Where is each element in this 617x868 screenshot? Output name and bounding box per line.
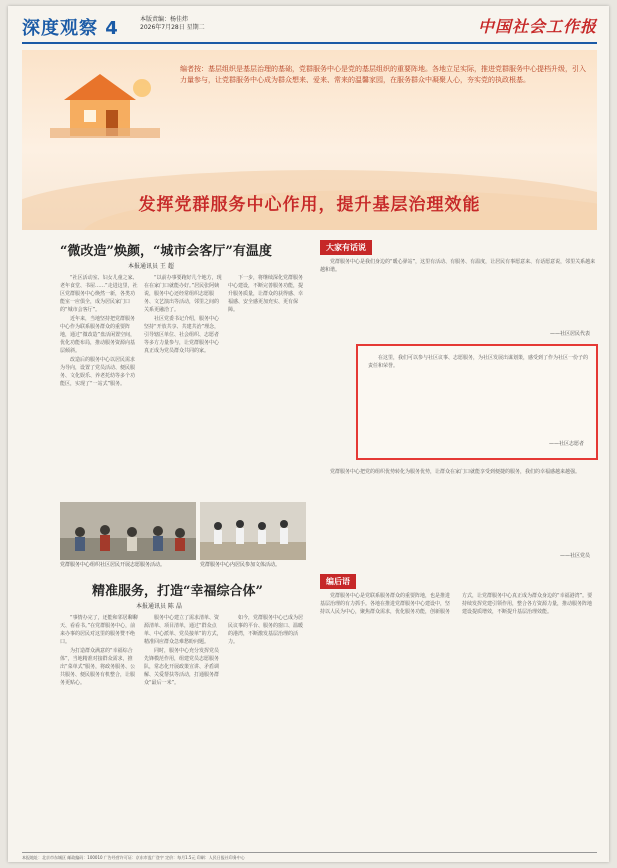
notes-tag: 编后语: [320, 574, 356, 589]
article2-paragraph: 如今，党群服务中心已成为居民议事的平台、服务的窗口、温暖的港湾，不断激发基层治理的活力。: [228, 615, 304, 645]
newspaper-page: [8, 6, 609, 862]
section-name: 深度观察: [22, 18, 98, 39]
article2-paragraph: “事情办完了，还能和邻居聊聊天、看看书。”在党群服务中心，前来办事的居民对这里的服务赞不绝口。: [60, 615, 138, 645]
article1-col2: [144, 274, 222, 524]
quote-text: 党群服务中心把党的组织优势转化为服务优势，让群众在家门口就能享受到便捷的服务，我们的幸福感越来越强。: [330, 469, 581, 475]
article1-paragraph: 下一步，将继续深化党群服务中心建设，不断完善服务功能，提升服务质量，让群众的获得感、幸福感、安全感更加充实、更有保障。: [228, 275, 304, 313]
article2-col3: [228, 614, 306, 846]
article1-byline: 本报通讯员 王 超: [128, 263, 174, 270]
notes-text: 党群服务中心是党联系服务群众的重要阵地，也是推进基层治理的有力抓手。各地在推进党群服务中心建设中，坚持以人民为中心，聚焦群众需求，优化服务功能，创新服务方式，让党群服务中心真正成为群众身边的“幸福港湾”。要持续发挥党建引领作用，整合各方资源力量，推动服务阵地建设提质增效，不断提升基层治理效能。: [320, 593, 593, 615]
quote-3-source: ——社区党员: [559, 553, 590, 559]
page-number: 4: [105, 18, 119, 39]
photo-caption-right: 党群服务中心内居民参加文体活动。: [200, 562, 281, 568]
photo-volunteers: [60, 502, 196, 560]
article2-byline: 本报通讯员 陈 晶: [136, 603, 182, 610]
house-illustration: [50, 68, 160, 138]
editors-note: 编者按：基层组织是基层治理的基础，党群服务中心是党的基层组织的重要阵地。各地立足实际，推进党群服务中心提档升级，引入力量参与，让党群服务中心成为群众想来、爱来、常来的温馨家园，在服务群众中凝聚人心，夯实党的执政根基。: [180, 65, 586, 84]
article2-title: 精准服务，打造“幸福综合体”: [92, 584, 263, 599]
page-header: [22, 14, 597, 44]
quote-1-source: ——社区居民代表: [549, 331, 590, 337]
article1-paragraph: 改造后的服务中心以居民需求为导向，设置了党员活动、便民服务、文化娱乐、养老托幼等多个功能区，实现了“一站式”服务。: [60, 357, 136, 387]
main-headline: 发挥党群服务中心作用，提升基层治理效能: [138, 195, 481, 215]
article1-paragraph: 近年来，当地坚持把党群服务中心作为联系服务群众的重要阵地，通过“微改造”盘活闲置空间，优化功能布局，推动服务资源向基层倾斜。: [60, 316, 136, 354]
article2-col1: [60, 614, 138, 846]
article2-paragraph: 服务中心建立了需求清单、资源清单、项目清单，通过“群众点单、中心派单、党员接单”的方式，精准回应群众急难愁盼问题。: [144, 615, 222, 645]
issue-date: 2026年7月28日: [140, 24, 185, 31]
feature-banner: [22, 50, 597, 230]
article1-paragraph: “以前办事要跑好几个地方，现在在家门口就能办好。”居民张阿姨说，服务中心还经常组织志愿服务、文艺演出等活动，邻里之间的关系更融洽了。: [144, 275, 222, 313]
quote-text: 在这里，我们可以参与社区议事、志愿服务，为社区发展出谋划策，感受到了作为社区一份子的责任和荣誉。: [368, 355, 588, 369]
article1-col3: [228, 274, 306, 524]
section-title: [22, 14, 119, 40]
issue-weekday: 星期二: [186, 24, 205, 31]
quotes-tag: 大家有话说: [320, 240, 372, 255]
article1-paragraph: 社区党委书记介绍，服务中心坚持“开放共享、共建共治”理念，引导辖区单位、社会组织、志愿者等多方力量参与，让党群服务中心真正成为党员群众共同的家。: [144, 316, 220, 354]
quote-2: [368, 354, 588, 436]
page-footer: 本报地址：北京市东城区 邮政编码：100010 广告经营许可证：京东市监广登字 定价：每月1.5元 印刷：人民日报社印务中心: [22, 852, 597, 861]
photo-activity: [200, 502, 306, 560]
editor-notes: [320, 592, 596, 842]
photo-caption-left: 党群服务中心组织社区居民开展志愿服务活动。: [60, 562, 166, 568]
highlighted-quote-box: [356, 344, 598, 460]
article2-paragraph: 为打造群众满意的“幸福综合体”，当地精准对接群众需求，推出“菜单式”服务，将政务服务、公共服务、便民服务有机整合，让服务更贴心。: [60, 648, 136, 686]
editor-credit: 本版责编：杨佳炜: [140, 16, 189, 23]
article1-title: “微改造”焕颜，“城市会客厅”有温度: [60, 244, 272, 259]
masthead-logo: 中国社会工作报: [477, 17, 597, 36]
quote-1: [320, 258, 596, 328]
article1-col1: [60, 274, 138, 524]
quote-3: [320, 468, 596, 550]
page-meta: [140, 16, 205, 32]
article1-paragraph: “社区活动室、妇女儿童之家、老年食堂、书屋……”走进这里，社区党群服务中心焕然一新，各类功能室一应俱全，成为居民家门口的“城市会客厅”。: [60, 275, 138, 313]
quote-text: 党群服务中心是我们身边的“暖心驿站”，这里有活动、有服务、有温度，让居民有事愿意来、有话愿意说，邻里关系越来越和谐。: [320, 259, 596, 273]
quote-2-source: ——社区志愿者: [548, 441, 584, 447]
article2-paragraph: 同时，服务中心充分发挥党员先锋模范作用，组建党员志愿服务队，常态化开展政策宣讲、矛盾调解、关爱帮扶等活动，打通服务群众“最后一米”。: [144, 648, 220, 686]
photo-activity-image: [200, 502, 306, 560]
article2-col2: [144, 614, 222, 846]
photo-volunteers-image: [60, 502, 196, 560]
